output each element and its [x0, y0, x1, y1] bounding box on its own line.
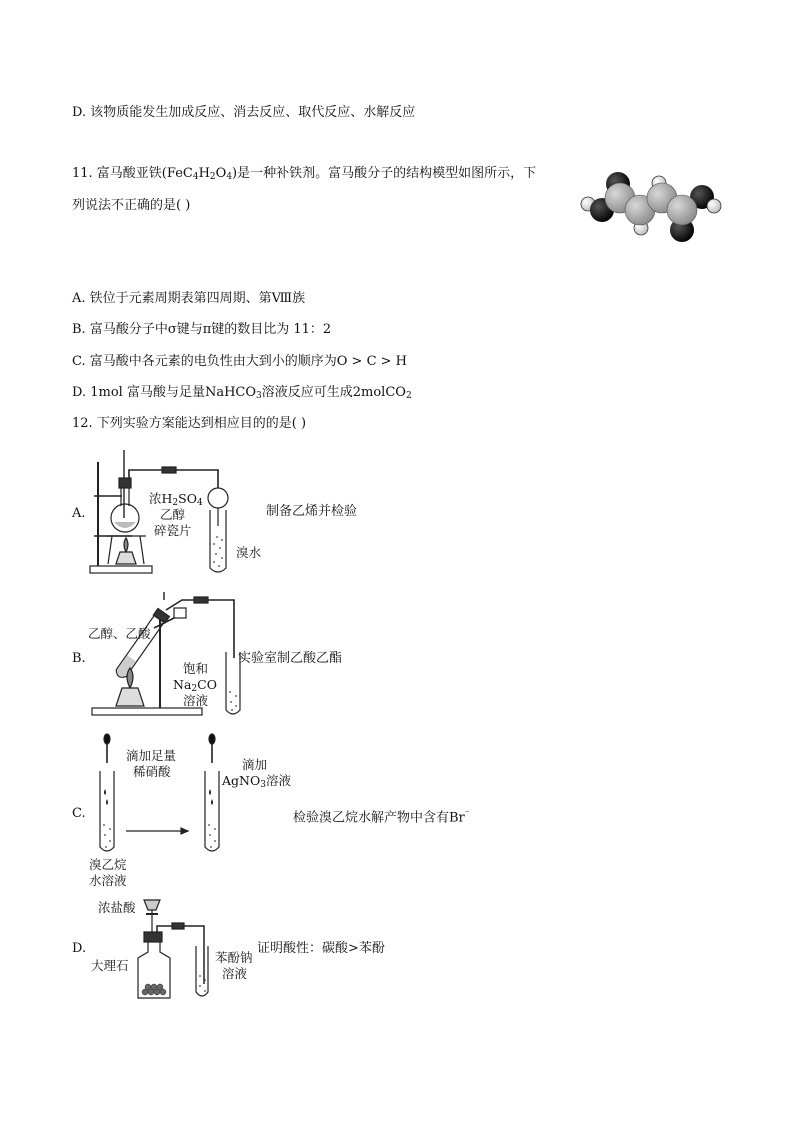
fumaric-acid-model-figure: [578, 162, 728, 252]
superscript: ⁻: [464, 809, 470, 819]
q12-a-letter: A.: [72, 506, 86, 521]
q12-d-marble: 大理石: [91, 958, 129, 973]
q12-a-reagent-porcelain: 碎瓷片: [154, 523, 192, 538]
carbon-atom: [667, 195, 697, 225]
q12-d-phenolate-1: 苯酚钠: [215, 950, 253, 965]
q11-option-c: C. 富马酸中各元素的电负性由大到小的顺序为O > C > H: [72, 354, 408, 369]
q12-d-letter: D.: [72, 941, 87, 956]
q12-c-add-nitric-1: 滴加足量: [126, 748, 177, 763]
subscript: 4: [196, 498, 203, 508]
q12-c-sample-1: 溴乙烷: [89, 857, 127, 872]
q11-option-d-text: D. 1mol 富马酸与足量NaHCO: [72, 385, 257, 400]
q11-stem-line2: 列说法不正确的是( ): [72, 198, 191, 213]
label-text: 溶液: [265, 773, 291, 788]
q11-option-d-text: 溶液反应可生成2molCO: [261, 385, 406, 400]
q11-stem-text: O: [215, 166, 227, 181]
q12-a-bromine-water: 溴水: [236, 545, 262, 560]
q12-c-letter: C.: [72, 806, 86, 821]
q12-b-purpose: 实验室制乙酸乙酯: [238, 651, 343, 666]
q12-c-add-agno3-2: [222, 773, 291, 793]
q12-a-reagent-ethanol: 乙醇: [160, 507, 186, 522]
q12-stem: 12. 下列实验方案能达到相应目的的是( ): [72, 416, 307, 431]
q12-b-reactants: 乙醇、乙酸: [88, 626, 151, 641]
q12-d-hcl: 浓盐酸: [98, 900, 136, 915]
q11-stem-line1: [72, 165, 536, 186]
q12-d-purpose: 证明酸性：碳酸>苯酚: [257, 941, 385, 956]
acidity-apparatus-figure: [130, 896, 270, 1001]
label-text: 浓H: [149, 491, 173, 506]
label-text: CO: [197, 677, 217, 692]
subscript: 4: [226, 172, 233, 182]
label-text: SO: [178, 491, 197, 506]
q11-stem-text: 11. 富马酸亚铁(FeC: [72, 166, 193, 181]
subscript: 3: [256, 391, 262, 401]
q11-option-b: B. 富马酸分子中σ键与π键的数目比为 11：2: [72, 322, 332, 337]
q12-b-letter: B.: [72, 651, 86, 666]
q11-option-d: [72, 384, 412, 405]
subscript: 3: [260, 780, 266, 790]
q12-c-purpose: [293, 805, 470, 827]
q12-c-add-agno3-1: 滴加: [242, 757, 268, 772]
q11-stem-text: )是一种补铁剂。富马酸分子的结构模型如图所示，下: [232, 166, 537, 181]
ethyl-acetate-apparatus-figure: [88, 592, 258, 722]
hydrogen-atom: [707, 199, 721, 213]
q12-b-solution: 溶液: [183, 693, 209, 708]
q10-option-d: D. 该物质能发生加成反应、消去反应、取代反应、水解反应: [72, 105, 416, 120]
q11-stem-text: H: [198, 166, 210, 181]
subscript: 2: [405, 391, 412, 401]
q12-c-sample-2: 水溶液: [89, 873, 127, 888]
subscript: 2: [209, 172, 216, 182]
q12-a-purpose: 制备乙烯并检验: [266, 504, 358, 519]
subscript: 2: [191, 684, 198, 694]
subscript: 2: [172, 498, 179, 508]
q12-d-phenolate-2: 溶液: [222, 966, 248, 981]
label-text: Na: [173, 677, 192, 692]
subscript: 4: [192, 172, 199, 182]
label-text: 检验溴乙烷水解产物中含有Br: [293, 810, 465, 826]
q11-option-a: A. 铁位于元素周期表第四周期、第Ⅷ族: [72, 291, 306, 306]
q12-c-add-nitric-2: 稀硝酸: [133, 764, 171, 779]
q12-b-saturated: 饱和: [183, 661, 209, 676]
label-text: AgNO: [222, 773, 261, 788]
